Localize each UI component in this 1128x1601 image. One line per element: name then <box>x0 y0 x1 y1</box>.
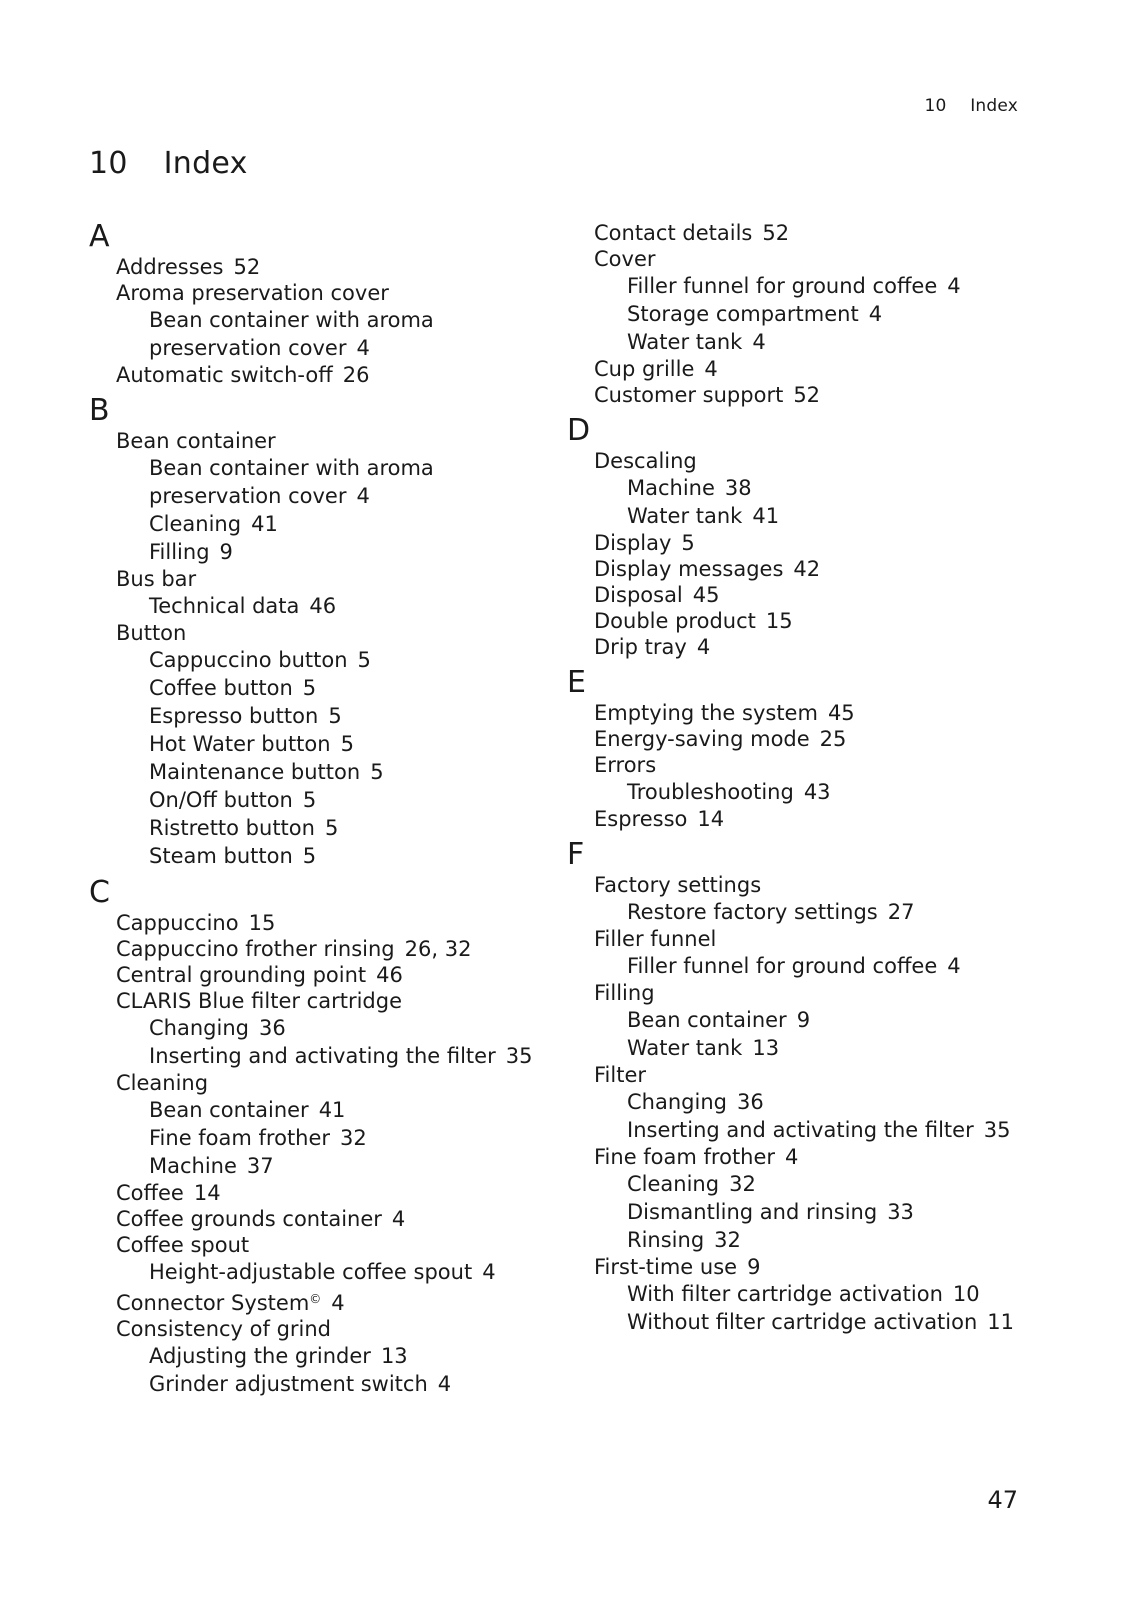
entry-term: Cleaning <box>149 512 242 536</box>
index-entry <box>89 362 559 388</box>
index-subentry <box>89 1096 559 1124</box>
index-subentry <box>89 1342 559 1370</box>
index-entry <box>567 356 1037 382</box>
entry-term: Ristretto button <box>149 816 315 840</box>
index-subentry <box>567 1088 1037 1116</box>
index-subentry <box>89 592 559 620</box>
entry-term: Drip tray <box>594 635 687 659</box>
page-title-text: Index <box>163 146 248 181</box>
index-entry <box>567 448 1037 474</box>
index-subentry <box>89 646 559 674</box>
entry-page-ref: 37 <box>246 1154 274 1178</box>
entry-term: Water tank <box>627 504 743 528</box>
entry-page-ref: 36 <box>736 1090 764 1114</box>
index-subentry <box>567 898 1037 926</box>
index-subentry <box>567 1116 1037 1144</box>
entry-term: Filler funnel for ground coffee <box>627 954 938 978</box>
index-entry <box>89 1286 559 1316</box>
entry-term: Errors <box>594 753 657 777</box>
entry-page-ref: 36 <box>258 1016 286 1040</box>
index-section <box>567 666 1037 832</box>
entry-term: Dismantling and rinsing <box>627 1200 878 1224</box>
entry-page-ref: 46 <box>309 594 337 618</box>
entry-page-ref: 5 <box>370 760 384 784</box>
entry-page-ref: 9 <box>747 1255 761 1279</box>
index-subentry <box>567 1170 1037 1198</box>
entry-term: Bean container <box>149 1098 309 1122</box>
index-subentry <box>567 272 1037 300</box>
section-letter: A <box>89 219 110 254</box>
entry-term: Machine <box>149 1154 237 1178</box>
index-entry <box>89 280 559 306</box>
entry-page-ref: 27 <box>887 900 915 924</box>
entry-page-ref: 52 <box>233 255 261 279</box>
index-entry <box>89 1316 559 1342</box>
entry-page-ref: 41 <box>752 504 780 528</box>
entry-page-ref: 15 <box>765 609 793 633</box>
entry-term: Bean container with aroma preservation cover <box>149 456 434 508</box>
entry-term: Cleaning <box>116 1071 209 1095</box>
entry-term: Coffee <box>116 1181 184 1205</box>
running-head <box>925 96 1018 116</box>
index-entry <box>567 220 1037 246</box>
index-subentry <box>89 538 559 566</box>
entry-term: Water tank <box>627 1036 743 1060</box>
entry-term: Bean container with aroma preservation cover <box>149 308 434 360</box>
entry-term: Double product <box>594 609 756 633</box>
entry-page-ref: 42 <box>793 557 821 581</box>
entry-page-ref: 5 <box>357 648 371 672</box>
section-letter: C <box>89 875 110 910</box>
entry-page-ref: 9 <box>219 540 233 564</box>
entry-term: First-time use <box>594 1255 738 1279</box>
index-subentry <box>567 1280 1037 1308</box>
section-letter: B <box>89 393 110 428</box>
entry-term: Button <box>116 621 187 645</box>
entry-page-ref: 4 <box>785 1145 799 1169</box>
index-entry <box>89 962 559 988</box>
index-entry <box>567 752 1037 778</box>
entry-page-ref: 5 <box>302 676 317 700</box>
index-subentry <box>567 474 1037 502</box>
index-subentry <box>567 1198 1037 1226</box>
index-entry <box>567 582 1037 608</box>
entry-term: Filling <box>594 981 655 1005</box>
index-entry <box>89 910 559 936</box>
entry-page-ref: 15 <box>248 911 276 935</box>
entry-term: Steam button <box>149 844 293 868</box>
entry-page-ref: 4 <box>947 954 961 978</box>
index-section <box>567 414 1037 660</box>
index-entry <box>89 1206 559 1232</box>
index-entry <box>89 1070 559 1096</box>
index-subentry <box>89 842 559 870</box>
entry-term: Filling <box>149 540 210 564</box>
entry-term: Troubleshooting <box>627 780 794 804</box>
entry-page-ref: 35 <box>505 1044 533 1068</box>
index-subentry <box>567 1226 1037 1254</box>
index-subentry <box>89 510 559 538</box>
entry-page-ref: 26 <box>342 363 370 387</box>
entry-term: Coffee spout <box>116 1233 250 1257</box>
index-subentry <box>89 702 559 730</box>
entry-page-ref: 4 <box>356 336 370 360</box>
entry-page-ref: 38 <box>724 476 752 500</box>
entry-page-ref: 4 <box>331 1291 345 1315</box>
entry-term: Water tank <box>627 330 743 354</box>
entry-term: CLARIS Blue filter cartridge <box>116 989 403 1013</box>
entry-page-ref: 5 <box>328 704 342 728</box>
entry-page-ref: 43 <box>803 780 831 804</box>
entry-term: Filler funnel for ground coffee <box>627 274 938 298</box>
index-subentry <box>89 1258 559 1286</box>
index-subentry <box>89 730 559 758</box>
index-subentry <box>567 778 1037 806</box>
entry-term: Contact details <box>594 221 753 245</box>
entry-term: Connector System <box>116 1291 310 1315</box>
entry-term: Cappuccino button <box>149 648 348 672</box>
index-entry <box>567 926 1037 952</box>
index-subentry <box>89 758 559 786</box>
index-entry <box>567 726 1037 752</box>
entry-term: Bus bar <box>116 567 197 591</box>
entry-term: Aroma preservation cover <box>116 281 389 305</box>
entry-page-ref: 41 <box>318 1098 346 1122</box>
entry-page-ref: 4 <box>752 330 766 354</box>
entry-term: Central grounding point <box>116 963 367 987</box>
entry-term: Emptying the system <box>594 701 818 725</box>
entry-term: Cup grille <box>594 357 695 381</box>
entry-term: Cover <box>594 247 656 271</box>
entry-term: Automatic switch-off <box>116 363 333 387</box>
index-entry <box>567 1062 1037 1088</box>
index-entry <box>89 566 559 592</box>
entry-superscript: © <box>309 1292 322 1306</box>
index-subentry <box>567 1308 1037 1336</box>
entry-page-ref: 33 <box>887 1200 914 1224</box>
entry-term: Technical data <box>149 594 300 618</box>
entry-term: Display <box>594 531 672 555</box>
entry-page-ref: 4 <box>868 302 883 326</box>
entry-term: Addresses <box>116 255 224 279</box>
index-subentry <box>567 1034 1037 1062</box>
index-entry <box>567 980 1037 1006</box>
index-section <box>89 220 559 388</box>
entry-page-ref: 41 <box>251 512 278 536</box>
entry-page-ref: 9 <box>796 1008 811 1032</box>
entry-term: Filler funnel <box>594 927 717 951</box>
index-subentry <box>567 300 1037 328</box>
entry-page-ref: 45 <box>827 701 855 725</box>
index-entry <box>567 634 1037 660</box>
index-subentry <box>89 674 559 702</box>
index-subentry <box>567 328 1037 356</box>
entry-term: Cleaning <box>627 1172 720 1196</box>
index-entry <box>89 1180 559 1206</box>
entry-page-ref: 52 <box>762 221 790 245</box>
entry-page-ref: 25 <box>819 727 847 751</box>
entry-page-ref: 4 <box>947 274 961 298</box>
page-title-number: 10 <box>89 146 128 181</box>
index-subentry <box>89 1042 559 1070</box>
entry-page-ref: 5 <box>302 844 317 868</box>
entry-term: On/Off button <box>149 788 293 812</box>
index-subentry <box>89 1152 559 1180</box>
entry-term: Cappuccino <box>116 911 239 935</box>
index-entry <box>567 556 1037 582</box>
entry-term: Factory settings <box>594 873 762 897</box>
index-entry <box>89 428 559 454</box>
entry-page-ref: 10 <box>952 1282 980 1306</box>
index-entry <box>89 936 559 962</box>
entry-page-ref: 5 <box>340 732 354 756</box>
index-subentry <box>89 1370 559 1398</box>
entry-page-ref: 32 <box>729 1172 756 1196</box>
index-entry <box>89 988 559 1014</box>
entry-term: Hot Water button <box>149 732 331 756</box>
entry-term: Maintenance button <box>149 760 361 784</box>
entry-page-ref: 4 <box>356 484 370 508</box>
index-section <box>567 838 1037 1336</box>
entry-term: Consistency of grind <box>116 1317 332 1341</box>
entry-term: Coffee grounds container <box>116 1207 382 1231</box>
entry-term: Changing <box>627 1090 727 1114</box>
index-entry <box>567 246 1037 272</box>
index-column-right <box>567 220 1037 1336</box>
entry-term: Filter <box>594 1063 647 1087</box>
index-subentry <box>89 306 559 362</box>
entry-page-ref: 26, 32 <box>404 937 472 961</box>
section-letter: F <box>567 837 585 872</box>
entry-page-ref: 32 <box>340 1126 367 1150</box>
entry-term: Machine <box>627 476 715 500</box>
index-entry <box>567 382 1037 408</box>
index-subentry <box>89 1014 559 1042</box>
index-entry <box>89 254 559 280</box>
entry-term: Customer support <box>594 383 784 407</box>
page-title <box>89 146 248 181</box>
entry-term: Fine foam frother <box>594 1145 776 1169</box>
entry-term: Disposal <box>594 583 683 607</box>
entry-page-ref: 5 <box>681 531 695 555</box>
entry-term: Grinder adjustment switch <box>149 1372 428 1396</box>
entry-page-ref: 35 <box>983 1118 1011 1142</box>
index-entry <box>567 530 1037 556</box>
index-subentry <box>567 1006 1037 1034</box>
entry-term: Coffee button <box>149 676 293 700</box>
entry-term: Restore factory settings <box>627 900 878 924</box>
entry-page-ref: 52 <box>793 383 821 407</box>
entry-term: Inserting and activating the filter <box>627 1118 974 1142</box>
entry-term: Bean container <box>116 429 276 453</box>
entry-term: Storage compartment <box>627 302 859 326</box>
entry-term: With filter cartridge activation <box>627 1282 943 1306</box>
entry-term: Rinsing <box>627 1228 705 1252</box>
entry-page-ref: 4 <box>482 1260 496 1284</box>
entry-term: Descaling <box>594 449 697 473</box>
entry-term: Adjusting the grinder <box>149 1344 371 1368</box>
index-entry <box>567 872 1037 898</box>
index-section <box>89 876 559 1398</box>
index-section <box>89 394 559 870</box>
entry-term: Espresso <box>594 807 688 831</box>
index-column-left <box>89 220 559 1398</box>
running-head-chapter-number: 10 <box>924 96 947 116</box>
index-subentry <box>567 502 1037 530</box>
entry-page-ref: 45 <box>692 583 720 607</box>
entry-term: Energy-saving mode <box>594 727 810 751</box>
index-entry <box>567 1144 1037 1170</box>
index-subentry <box>89 786 559 814</box>
index-entry <box>567 806 1037 832</box>
index-entry <box>567 1254 1037 1280</box>
entry-page-ref: 4 <box>437 1372 452 1396</box>
page-number: 47 <box>987 1486 1018 1514</box>
entry-term: Height-adjustable coffee spout <box>149 1260 473 1284</box>
entry-term: Without filter cartridge activation <box>627 1310 978 1334</box>
entry-page-ref: 32 <box>714 1228 741 1252</box>
entry-term: Espresso button <box>149 704 319 728</box>
entry-term: Changing <box>149 1016 249 1040</box>
section-letter: E <box>567 665 586 700</box>
index-entry <box>567 608 1037 634</box>
running-head-chapter-title: Index <box>970 96 1018 116</box>
entry-page-ref: 4 <box>704 357 718 381</box>
entry-page-ref: 4 <box>391 1207 406 1231</box>
entry-term: Bean container <box>627 1008 787 1032</box>
index-entry <box>89 1232 559 1258</box>
entry-page-ref: 5 <box>324 816 339 840</box>
entry-term: Cappuccino frother rinsing <box>116 937 395 961</box>
index-subentry <box>89 814 559 842</box>
entry-term: Display messages <box>594 557 784 581</box>
entry-term: Fine foam frother <box>149 1126 331 1150</box>
entry-page-ref: 11 <box>987 1310 1015 1334</box>
index-entry <box>89 620 559 646</box>
entry-page-ref: 5 <box>302 788 317 812</box>
section-letter: D <box>567 413 591 448</box>
entry-term: Inserting and activating the filter <box>149 1044 496 1068</box>
entry-page-ref: 46 <box>376 963 403 987</box>
index-entry <box>567 700 1037 726</box>
entry-page-ref: 14 <box>193 1181 221 1205</box>
index-section <box>567 220 1037 408</box>
entry-page-ref: 13 <box>752 1036 780 1060</box>
entry-page-ref: 13 <box>380 1344 408 1368</box>
index-subentry <box>89 1124 559 1152</box>
entry-page-ref: 14 <box>697 807 725 831</box>
index-subentry <box>89 454 559 510</box>
entry-page-ref: 4 <box>696 635 711 659</box>
index-subentry <box>567 952 1037 980</box>
